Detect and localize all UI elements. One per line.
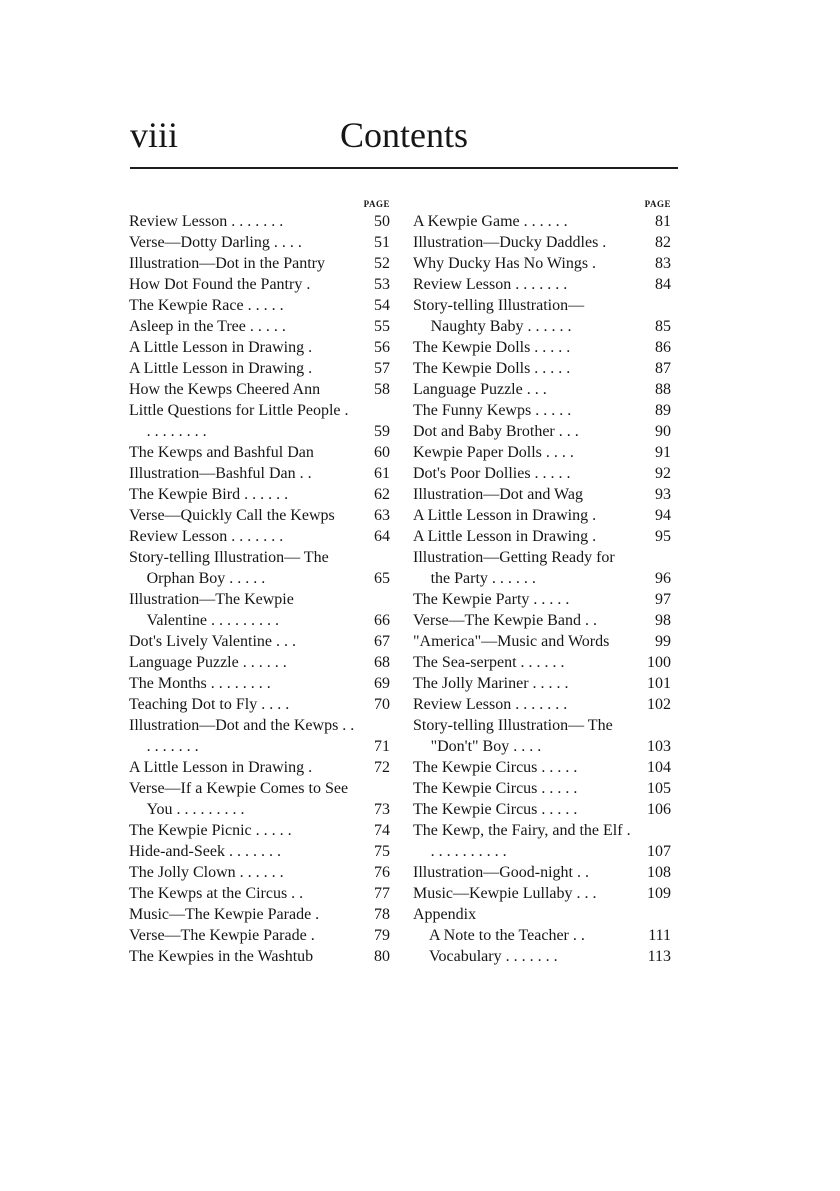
contents-entry (413, 211, 671, 232)
contents-entry (129, 694, 390, 715)
contents-entry (413, 379, 671, 400)
contents-entry (413, 400, 671, 421)
entry-page-number: 93 (655, 486, 671, 503)
entry-page-number: 66 (374, 612, 390, 629)
entry-page-number: 76 (374, 864, 390, 881)
entry-page-number: 91 (655, 444, 671, 461)
contents-entry (413, 295, 671, 337)
contents-entry (413, 232, 671, 253)
entry-title: Story-telling Illustration— The Orphan Boy . . . . . (129, 549, 333, 587)
entry-title: A Note to the Teacher . . (429, 927, 585, 944)
entry-page-number: 72 (374, 759, 390, 776)
entry-title: Why Ducky Has No Wings . (413, 255, 597, 272)
entry-title: The Sea-serpent . . . . . . (413, 654, 565, 671)
entry-page-number: 103 (647, 738, 671, 755)
entry-title: The Kewpie Picnic . . . . . (129, 822, 292, 839)
contents-entry (129, 883, 390, 904)
entry-title: A Kewpie Game . . . . . . (413, 213, 568, 230)
entry-title: The Kewpie Circus . . . . . (413, 801, 578, 818)
entry-title: Illustration—Good-night . . (413, 864, 589, 881)
entry-page-number: 50 (374, 213, 390, 230)
page-column-label: PAGE (363, 199, 390, 209)
contents-entry (413, 526, 671, 547)
entry-title: How Dot Found the Pantry . (129, 276, 311, 293)
contents-entry (413, 904, 671, 925)
entry-page-number: 59 (374, 423, 390, 440)
contents-entry (129, 715, 390, 757)
entry-page-number: 84 (655, 276, 671, 293)
contents-entry (129, 274, 390, 295)
page-title: Contents (340, 115, 469, 155)
contents-entry (129, 211, 390, 232)
contents-entry (129, 862, 390, 883)
entry-page-number: 55 (374, 318, 390, 335)
contents-entry (413, 421, 671, 442)
entry-page-number: 98 (655, 612, 671, 629)
entry-page-number: 71 (374, 738, 390, 755)
entry-title: Review Lesson . . . . . . . (129, 528, 284, 545)
entry-page-number: 88 (655, 381, 671, 398)
entry-title: The Kewpie Dolls . . . . . (413, 339, 571, 356)
entry-title: The Jolly Clown . . . . . . (129, 864, 284, 881)
entry-title: Review Lesson . . . . . . . (413, 276, 568, 293)
contents-entry (413, 274, 671, 295)
entry-title: The Funny Kewps . . . . . (413, 402, 572, 419)
contents-entry (129, 442, 390, 463)
contents-entry (129, 778, 390, 820)
contents-entry (413, 442, 671, 463)
contents-entry (413, 862, 671, 883)
contents-entry (129, 484, 390, 505)
entry-page-number: 58 (374, 381, 390, 398)
contents-entry (413, 358, 671, 379)
entry-title: Appendix (413, 906, 477, 923)
contents-entry (413, 757, 671, 778)
entry-page-number: 62 (374, 486, 390, 503)
entry-page-number: 65 (374, 570, 390, 587)
contents-list (129, 211, 390, 967)
entry-page-number: 96 (655, 570, 671, 587)
contents-entry (129, 358, 390, 379)
contents-entry (413, 778, 671, 799)
entry-page-number: 81 (655, 213, 671, 230)
entry-title: The Kewp, the Fairy, and the Elf . . . . . . . . . . . (413, 822, 635, 860)
entry-page-number: 67 (374, 633, 390, 650)
entry-page-number: 102 (647, 696, 671, 713)
entry-title: A Little Lesson in Drawing . (129, 339, 313, 356)
entry-title: The Kewpie Circus . . . . . (413, 780, 578, 797)
entry-page-number: 78 (374, 906, 390, 923)
contents-entry (413, 946, 671, 967)
entry-title: A Little Lesson in Drawing . (129, 360, 313, 377)
entry-page-number: 105 (647, 780, 671, 797)
entry-page-number: 111 (648, 927, 671, 944)
entry-page-number: 83 (655, 255, 671, 272)
entry-page-number: 56 (374, 339, 390, 356)
entry-page-number: 113 (647, 948, 671, 965)
entry-page-number: 54 (374, 297, 390, 314)
contents-entry (129, 526, 390, 547)
entry-title: The Months . . . . . . . . (129, 675, 271, 692)
contents-entry (413, 820, 671, 862)
contents-entry (129, 631, 390, 652)
entry-title: A Little Lesson in Drawing . (129, 759, 313, 776)
entry-title: Verse—The Kewpie Parade . (129, 927, 315, 944)
entry-title: Music—The Kewpie Parade . (129, 906, 320, 923)
entry-title: Verse—Dotty Darling . . . . (129, 234, 302, 251)
contents-entry (129, 673, 390, 694)
contents-entry (413, 505, 671, 526)
entry-title: Vocabulary . . . . . . . (429, 948, 558, 965)
contents-entry (413, 673, 671, 694)
contents-entry (129, 904, 390, 925)
contents-list (413, 211, 671, 967)
entry-title: The Kewps and Bashful Dan (129, 444, 314, 461)
entry-title: Illustration—Ducky Daddles . (413, 234, 607, 251)
entry-page-number: 104 (647, 759, 671, 776)
contents-entry (129, 463, 390, 484)
entry-page-number: 70 (374, 696, 390, 713)
contents-column-right (413, 197, 671, 967)
contents-entry (129, 820, 390, 841)
entry-title: The Kewpies in the Washtub (129, 948, 314, 965)
entry-page-number: 80 (374, 948, 390, 965)
entry-title: Review Lesson . . . . . . . (129, 213, 284, 230)
entry-page-number: 89 (655, 402, 671, 419)
contents-entry (413, 631, 671, 652)
header-rule (130, 167, 678, 169)
entry-title: How the Kewps Cheered Ann (129, 381, 321, 398)
contents-entry (129, 400, 390, 442)
contents-entry (129, 589, 390, 631)
entry-title: The Kewps at the Circus . . (129, 885, 304, 902)
entry-title: Review Lesson . . . . . . . (413, 696, 568, 713)
entry-page-number: 107 (647, 843, 671, 860)
contents-entry (413, 883, 671, 904)
entry-title: Kewpie Paper Dolls . . . . (413, 444, 574, 461)
contents-entry (413, 484, 671, 505)
entry-page-number: 69 (374, 675, 390, 692)
contents-entry (413, 694, 671, 715)
entry-page-number: 106 (647, 801, 671, 818)
contents-column-left (129, 197, 390, 967)
entry-title: Teaching Dot to Fly . . . . (129, 696, 290, 713)
contents-entry (129, 337, 390, 358)
entry-title: Verse—The Kewpie Band . . (413, 612, 597, 629)
entry-title: The Kewpie Party . . . . . (413, 591, 570, 608)
entry-page-number: 86 (655, 339, 671, 356)
entry-title: A Little Lesson in Drawing . (413, 507, 597, 524)
entry-page-number: 51 (374, 234, 390, 251)
page-number: viii (130, 115, 179, 155)
contents-entry (129, 505, 390, 526)
entry-page-number: 109 (647, 885, 671, 902)
contents-entry (413, 799, 671, 820)
entry-page-number: 61 (374, 465, 390, 482)
contents-entry (129, 295, 390, 316)
contents-entry (129, 253, 390, 274)
contents-entry (129, 946, 390, 967)
entry-page-number: 87 (655, 360, 671, 377)
entry-page-number: 74 (374, 822, 390, 839)
contents-entry (413, 589, 671, 610)
contents-entry (129, 232, 390, 253)
entry-page-number: 108 (647, 864, 671, 881)
contents-entry (129, 316, 390, 337)
entry-title: "America"—Music and Words (413, 633, 610, 650)
entry-title: Dot's Lively Valentine . . . (129, 633, 297, 650)
entry-page-number: 99 (655, 633, 671, 650)
contents-entry (413, 253, 671, 274)
contents-entry (413, 463, 671, 484)
entry-title: Music—Kewpie Lullaby . . . (413, 885, 597, 902)
contents-entry (413, 652, 671, 673)
entry-title: Illustration—Getting Ready for the Party . . . . . . (413, 549, 619, 587)
entry-title: The Jolly Mariner . . . . . (413, 675, 569, 692)
entry-title: Dot and Baby Brother . . . (413, 423, 579, 440)
contents-entry (413, 610, 671, 631)
entry-page-number: 92 (655, 465, 671, 482)
entry-page-number: 82 (655, 234, 671, 251)
contents-entry (129, 652, 390, 673)
contents-entry (413, 715, 671, 757)
entry-title: The Kewpie Circus . . . . . (413, 759, 578, 776)
entry-page-number: 75 (374, 843, 390, 860)
entry-title: Story-telling Illustration— The "Don't" Boy . . . . (413, 717, 617, 755)
entry-page-number: 60 (374, 444, 390, 461)
entry-page-number: 94 (655, 507, 671, 524)
entry-title: Dot's Poor Dollies . . . . . (413, 465, 571, 482)
entry-title: Verse—Quickly Call the Kewps (129, 507, 335, 524)
entry-page-number: 79 (374, 927, 390, 944)
entry-page-number: 52 (374, 255, 390, 272)
entry-title: A Little Lesson in Drawing . (413, 528, 597, 545)
entry-page-number: 63 (374, 507, 390, 524)
contents-entry (129, 841, 390, 862)
contents-entry (413, 547, 671, 589)
entry-title: Verse—If a Kewpie Comes to See You . . . . . . . . . (129, 780, 352, 818)
entry-title: Illustration—Dot in the Pantry (129, 255, 325, 272)
entry-title: Language Puzzle . . . . . . (129, 654, 287, 671)
contents-entry (129, 547, 390, 589)
entry-page-number: 97 (655, 591, 671, 608)
contents-entry (413, 925, 671, 946)
entry-title: Story-telling Illustration— Naughty Baby . . . . . . (413, 297, 589, 335)
entry-title: Illustration—Dot and the Kewps . . . . . . . . . (129, 717, 359, 755)
page-header (130, 112, 678, 162)
entry-title: Illustration—Dot and Wag (413, 486, 583, 503)
page-column-label: PAGE (644, 199, 671, 209)
entry-page-number: 85 (655, 318, 671, 335)
entry-title: The Kewpie Race . . . . . (129, 297, 284, 314)
entry-page-number: 90 (655, 423, 671, 440)
entry-title: Language Puzzle . . . (413, 381, 547, 398)
contents-entry (413, 337, 671, 358)
entry-title: Illustration—The Kewpie Valentine . . . . . . . . . (129, 591, 298, 629)
entry-title: The Kewpie Dolls . . . . . (413, 360, 571, 377)
entry-page-number: 100 (647, 654, 671, 671)
entry-page-number: 53 (374, 276, 390, 293)
entry-page-number: 64 (374, 528, 390, 545)
contents-entry (129, 925, 390, 946)
entry-page-number: 57 (374, 360, 390, 377)
entry-page-number: 68 (374, 654, 390, 671)
entry-page-number: 73 (374, 801, 390, 818)
entry-page-number: 101 (647, 675, 671, 692)
contents-entry (129, 379, 390, 400)
entry-page-number: 77 (374, 885, 390, 902)
entry-title: Asleep in the Tree . . . . . (129, 318, 286, 335)
entry-title: Illustration—Bashful Dan . . (129, 465, 312, 482)
entry-title: The Kewpie Bird . . . . . . (129, 486, 289, 503)
entry-title: Little Questions for Little People . . . . . . . . . (129, 402, 353, 440)
entry-page-number: 95 (655, 528, 671, 545)
entry-title: Hide-and-Seek . . . . . . . (129, 843, 281, 860)
contents-entry (129, 757, 390, 778)
